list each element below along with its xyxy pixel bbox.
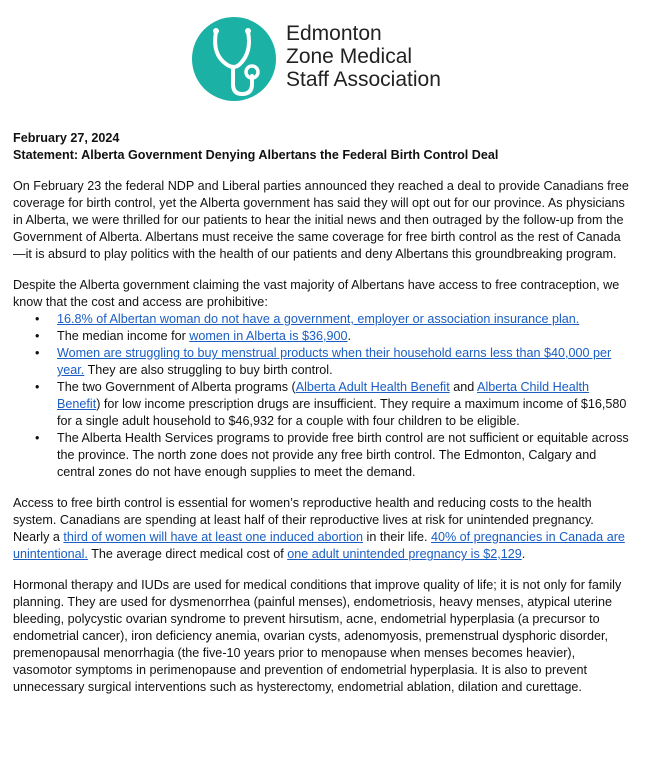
- median-income-link[interactable]: women in Alberta is $36,900: [189, 329, 348, 343]
- access-text: .: [521, 547, 526, 561]
- insurance-plan-link[interactable]: 16.8% of Albertan woman do not have a government, employer or association insurance plan.: [57, 312, 580, 326]
- statement-date: February 27, 2024: [13, 131, 120, 145]
- induced-abortion-link[interactable]: third of women will have at least one induced abortion: [63, 530, 364, 544]
- access-text: in their life.: [363, 530, 431, 544]
- organization-name-line-2: Zone Medical: [286, 45, 413, 68]
- access-paragraph: [13, 495, 633, 563]
- bullet-icon: •: [35, 346, 40, 360]
- pregnancy-cost-link[interactable]: one adult unintended pregnancy is $2,129: [287, 547, 522, 561]
- access-text: The average direct medical cost of: [87, 547, 288, 561]
- unintentional-pregnancies-link[interactable]: 40% of pregnancies in Canada are unintentional.: [13, 530, 625, 561]
- intro-paragraph: On February 23 the federal NDP and Liberal parties announced they reached a deal to provide Canadians free coverage for birth control, yet the Alberta government has said they will opt out for our province. As physicians in Alberta, we were thrilled for our patients to hear the initial news and then outraged by the follow-up from the Government of Alberta. Albertans must receive the same coverage for free birth control as the rest of Canada—it is absurd to play politics with the health of our patients and deny Albertans this groundbreaking program.: [13, 179, 629, 261]
- bullet-icon: •: [35, 312, 40, 326]
- list-item: [35, 311, 633, 328]
- despite-paragraph: Despite the Alberta government claiming the vast majority of Albertans have access to free contraception, we know that the cost and access are prohibitive:: [13, 278, 620, 309]
- access-text: Access to free birth control is essential for women’s reproductive health and reducing costs to the health system. Canadians are spending at least half of their reproductive lives at risk for unintended pregnancy. Nearly a: [13, 496, 594, 544]
- hormonal-therapy-paragraph: Hormonal therapy and IUDs are used for medical conditions that improve quality of life; it is not only for family planning. They are used for dysmenorrhea (painful menses), endometriosis, heavy menses, atypical uterine bleeding, polycystic ovarian syndrome to prevent hirsutism, acne, endometrial hyperplasia (a precursor to endometrial cancer), iron deficiency anemia, ovarian cysts, adenomyosis, premenstrual dysphoric disorder, premenopausal menorrhagia (the five-10 years prior to menopause when menses becomes heavier), vasomotor symptoms in perimenopause and prevention of endometrial hyperplasia. It is also to prevent unnecessary surgical interventions such as hysterectomy, endometrial ablation, dilation and curettage.: [13, 578, 622, 694]
- stethoscope-logo-icon: [190, 14, 278, 104]
- bullet-icon: •: [35, 329, 40, 343]
- organization-name-line-1: Edmonton: [286, 22, 382, 45]
- list-item: [35, 379, 633, 430]
- list-item: [35, 430, 633, 481]
- bullet-icon: •: [35, 431, 40, 445]
- bullet-text: The two Government of Alberta programs (: [57, 380, 296, 394]
- bullet-icon: •: [35, 380, 40, 394]
- bullet-text: The Alberta Health Services programs to provide free birth control are not sufficient or equitable across the province. The north zone does not provide any free birth control. The Edmonton, Calgary and central zones do not have enough supplies to meet the demand.: [57, 431, 629, 479]
- organization-name-line-3: Staff Association: [286, 68, 441, 91]
- cost-access-list: [13, 311, 633, 481]
- bullet-text: ) for low income prescription drugs are insufficient. They require a maximum income of $16,580 for a single adult household to $46,932 for a couple with four children to be eligible.: [57, 397, 627, 428]
- bullet-text: They are also struggling to buy birth control.: [84, 363, 333, 377]
- statement-title: Statement: Alberta Government Denying Albertans the Federal Birth Control Deal: [13, 148, 499, 162]
- bullet-text: .: [347, 329, 352, 343]
- bullet-text: The median income for: [57, 329, 190, 343]
- bullet-text: and: [449, 380, 478, 394]
- statement-body: [13, 130, 633, 696]
- adult-health-benefit-link[interactable]: Alberta Adult Health Benefit: [295, 380, 450, 394]
- menstrual-products-link[interactable]: Women are struggling to buy menstrual products when their household earns less than $40,000 per year.: [57, 346, 612, 377]
- child-health-benefit-link[interactable]: Alberta Child Health Benefit: [57, 380, 590, 411]
- list-item: [35, 345, 633, 379]
- organization-name: [286, 22, 441, 91]
- list-item: [35, 328, 633, 345]
